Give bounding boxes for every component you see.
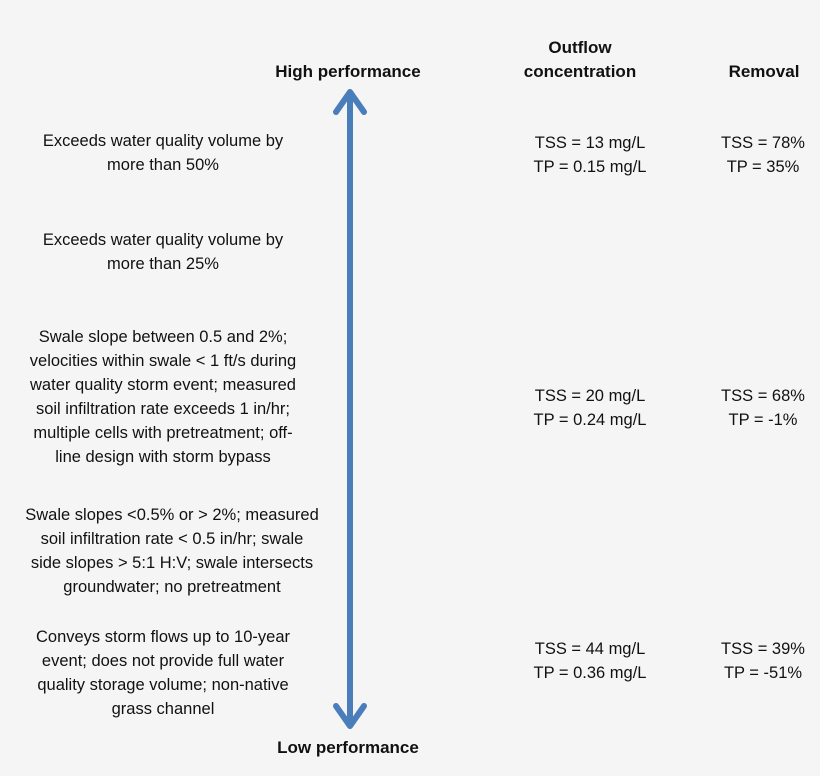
desc-line: Swale slopes <0.5% or > 2%; measured [25, 506, 319, 524]
level-1-removal [708, 131, 818, 179]
desc-line: quality storage volume; non-native [37, 676, 289, 694]
outflow-tss: TSS = 44 mg/L [534, 640, 646, 658]
level-1-outflow [510, 131, 670, 179]
removal-header: Removal [728, 62, 800, 81]
outflow-concentration-header [500, 36, 660, 84]
desc-line: soil infiltration rate exceeds 1 in/hr; [35, 400, 291, 418]
performance-arrow [320, 80, 380, 740]
desc-line: Swale slope between 0.5 and 2%; [38, 328, 288, 346]
desc-line: velocities within swale < 1 ft/s during [29, 352, 297, 370]
level-4-description [4, 503, 340, 599]
desc-line: grass channel [111, 700, 215, 718]
removal-tss: TSS = 78% [721, 134, 805, 152]
low-performance-label: Low performance [277, 738, 419, 757]
desc-line: water quality storm event; measured [30, 376, 296, 394]
desc-line: event; does not provide full water [41, 652, 285, 670]
outflow-header-line-2: concentration [523, 62, 637, 81]
level-5-description [16, 625, 310, 721]
desc-line: groundwater; no pretreatment [63, 578, 281, 596]
desc-line: Exceeds water quality volume by [42, 231, 284, 249]
removal-tp: TP = -1% [728, 411, 798, 429]
high-performance-label: High performance [275, 62, 421, 81]
level-3-outflow [510, 384, 670, 432]
level-3-removal [708, 384, 818, 432]
desc-line: side slopes > 5:1 H:V; swale intersects [30, 554, 314, 572]
desc-line: multiple cells with pretreatment; off- [33, 424, 293, 442]
desc-line: Exceeds water quality volume by [42, 132, 284, 150]
desc-line: Conveys storm flows up to 10-year [35, 628, 291, 646]
outflow-tp: TP = 0.36 mg/L [533, 664, 647, 682]
level-3-description [10, 325, 316, 469]
removal-tp: TP = -51% [723, 664, 803, 682]
level-1-description [18, 129, 308, 177]
desc-line: more than 25% [107, 255, 219, 273]
level-5-outflow [510, 637, 670, 685]
level-2-description [18, 228, 308, 276]
desc-line: line design with storm bypass [55, 448, 271, 466]
outflow-tss: TSS = 20 mg/L [534, 387, 646, 405]
outflow-tss: TSS = 13 mg/L [534, 134, 646, 152]
removal-tp: TP = 35% [726, 158, 800, 176]
desc-line: soil infiltration rate < 0.5 in/hr; swale [40, 530, 304, 548]
level-5-removal [708, 637, 818, 685]
desc-line: more than 50% [107, 156, 219, 174]
outflow-header-line-1: Outflow [548, 38, 612, 57]
outflow-tp: TP = 0.24 mg/L [533, 411, 647, 429]
removal-tss: TSS = 68% [721, 387, 805, 405]
removal-tss: TSS = 39% [721, 640, 805, 658]
outflow-tp: TP = 0.15 mg/L [533, 158, 647, 176]
